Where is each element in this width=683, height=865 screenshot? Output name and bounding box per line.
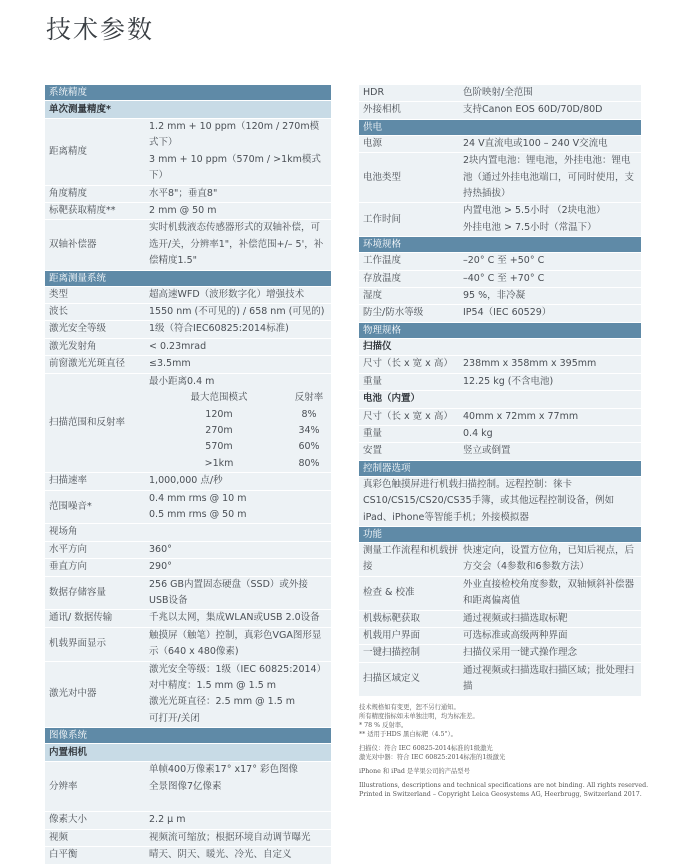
spec-row bbox=[359, 663, 641, 697]
spec-row bbox=[45, 830, 331, 847]
spec-label: 标靶获取精度** bbox=[49, 205, 116, 217]
spec-label: 扫描范围和反射率 bbox=[49, 416, 126, 428]
right-column bbox=[359, 85, 649, 804]
footnote-line: ** 适用于HDS 黑白标靶（4.5"）。 bbox=[359, 730, 457, 738]
spec-value bbox=[149, 473, 331, 489]
spec-label: 机载界面显示 bbox=[49, 637, 107, 649]
spec-value bbox=[463, 543, 641, 576]
spec-value bbox=[149, 559, 331, 575]
spec-label: 外接相机 bbox=[363, 104, 402, 116]
spec-value-line: < 0.23mrad bbox=[149, 340, 207, 352]
spec-value-line: 360° bbox=[149, 543, 172, 555]
spec-row bbox=[359, 136, 641, 153]
spec-label: 湿度 bbox=[363, 290, 383, 302]
spec-value bbox=[463, 374, 641, 390]
spec-row bbox=[45, 762, 331, 812]
spec-row bbox=[45, 524, 331, 541]
range-reflectivity: 80% bbox=[298, 457, 320, 469]
spec-value bbox=[463, 443, 641, 459]
section-header: 功能 bbox=[359, 527, 641, 543]
spec-value-line: 0.4 kg bbox=[463, 427, 493, 439]
footnote-line: 激光对中器：符合 IEC 60825:2014标准的1级激光 bbox=[359, 753, 506, 761]
spec-label: 机载标靶获取 bbox=[363, 612, 421, 624]
spec-label: 激光发射角 bbox=[49, 340, 97, 352]
spec-value-line: 触摸屏（触笔）控制，真彩色VGA图形显示（640 x 480像素) bbox=[149, 629, 322, 658]
spec-value-line: 千兆以太网，集成WLAN或USB 2.0设备 bbox=[149, 612, 320, 624]
spec-label: 像素大小 bbox=[49, 814, 88, 826]
spec-row bbox=[45, 847, 331, 864]
spec-value bbox=[463, 136, 641, 152]
footnote-group bbox=[359, 767, 649, 776]
spec-value-line: 可选标准或高级两种界面 bbox=[463, 629, 568, 641]
spec-label: 电池类型 bbox=[363, 171, 402, 183]
spec-row bbox=[359, 543, 641, 577]
spec-table-left bbox=[45, 85, 331, 865]
spec-value-line: 40mm x 72mm x 77mm bbox=[463, 410, 579, 422]
spec-row bbox=[359, 628, 641, 645]
footnote-line: 技术规格如有变更，恕不另行通知。 bbox=[359, 703, 460, 711]
spec-value-line: 全景图像7亿像素 bbox=[149, 780, 222, 792]
spec-value bbox=[463, 253, 641, 269]
spec-row bbox=[359, 577, 641, 611]
footnote-line: iPhone 和 iPad 是苹果公司的产品型号 bbox=[359, 767, 470, 775]
spec-label: 存放温度 bbox=[363, 272, 402, 284]
spec-value-line: 扫描仪采用一键式操作理念 bbox=[463, 647, 578, 659]
spec-value bbox=[463, 305, 641, 321]
spec-value-line: 通过视频或扫描选取标靶 bbox=[463, 612, 568, 624]
footnote-line: Printed in Switzerland – Copyright Leica Geosystems AG, Heerbrugg, Switzerland 2017. bbox=[359, 790, 642, 798]
spec-row bbox=[45, 542, 331, 559]
spec-value-line: 2.2 μ m bbox=[149, 814, 186, 826]
range-reflectivity: 60% bbox=[298, 441, 320, 453]
spec-row bbox=[45, 220, 331, 270]
spec-label: 水平方向 bbox=[49, 543, 88, 555]
spec-value bbox=[149, 356, 331, 372]
spec-label: HDR bbox=[363, 87, 385, 98]
spec-label: 工作温度 bbox=[363, 255, 402, 267]
spec-value bbox=[149, 491, 331, 524]
subsection-label: 电池（内置） bbox=[363, 393, 421, 405]
spec-label: 重量 bbox=[363, 375, 383, 387]
spec-label: 垂直方向 bbox=[49, 561, 88, 573]
spec-value-line: 290° bbox=[149, 561, 172, 573]
spec-value bbox=[149, 577, 331, 610]
spec-label: 视场角 bbox=[49, 526, 78, 538]
spec-value bbox=[463, 356, 641, 372]
spec-value-line: 竖立或倒置 bbox=[463, 445, 511, 457]
spec-value bbox=[463, 645, 641, 661]
spec-value-line bbox=[149, 524, 327, 540]
spec-value bbox=[149, 830, 331, 846]
spec-value bbox=[149, 542, 331, 558]
range-col-reflectivity: 反射率 bbox=[294, 392, 324, 404]
spec-value-line: 12.25 kg (不含电池) bbox=[463, 375, 554, 387]
spec-label: 激光对中器 bbox=[49, 688, 97, 700]
spec-label: 通讯/ 数据传输 bbox=[49, 612, 113, 624]
range-mode: >1km bbox=[204, 457, 234, 469]
spec-value-line: 色阶映射/全范围 bbox=[463, 87, 533, 98]
range-mode: 570m bbox=[205, 441, 233, 453]
spec-row bbox=[359, 426, 641, 443]
spec-label: 重量 bbox=[363, 427, 383, 439]
spec-label: 尺寸（长 x 宽 x 高） bbox=[363, 410, 453, 422]
spec-value-line: 激光光斑直径：2.5 mm @ 1.5 m bbox=[149, 696, 296, 708]
spec-value bbox=[149, 203, 331, 219]
spec-value-line: 24 V直流电或100 – 240 V交流电 bbox=[463, 137, 608, 149]
spec-row bbox=[45, 339, 331, 356]
spec-value bbox=[149, 762, 331, 811]
footnote-line: 所有精度指标如未单独注明，均为标准差。 bbox=[359, 712, 479, 720]
spec-value bbox=[149, 186, 331, 202]
footnote-line: 扫描仪：符合 IEC 60825-2014标准的1级激光 bbox=[359, 744, 493, 752]
spec-value-line: 外业直接检校角度参数，双轴倾斜补偿器和距离偏离值 bbox=[463, 578, 635, 607]
spec-row bbox=[45, 491, 331, 525]
spec-row-full bbox=[359, 477, 641, 527]
spec-label: 双轴补偿器 bbox=[49, 238, 97, 250]
spec-value-line: 0.4 mm rms @ 10 m bbox=[149, 492, 247, 504]
spec-row bbox=[359, 645, 641, 662]
spec-label: 防尘/防水等级 bbox=[363, 307, 424, 319]
spec-row bbox=[45, 628, 331, 662]
spec-label: 类型 bbox=[49, 288, 69, 300]
spec-row bbox=[359, 253, 641, 270]
spec-table-right bbox=[359, 85, 641, 697]
footnote-group bbox=[359, 703, 649, 739]
spec-label: 白平衡 bbox=[49, 849, 78, 861]
spec-label: 机载用户界面 bbox=[363, 629, 421, 641]
spec-row bbox=[45, 119, 331, 186]
range-table bbox=[159, 390, 339, 472]
spec-value-line: 1级（符合IEC60825:2014标准) bbox=[149, 323, 289, 335]
spec-row bbox=[45, 559, 331, 576]
spec-value-line: 视频流可缩放；根据环境自动调节曝光 bbox=[149, 831, 311, 843]
section-header: 控制器选项 bbox=[359, 461, 641, 477]
section-header: 物理规格 bbox=[359, 323, 641, 339]
footnote-line: Illustrations, descriptions and technical specifications are not binding. All rights reserved. bbox=[359, 781, 649, 789]
spec-label: 电源 bbox=[363, 137, 383, 149]
subsection-row bbox=[359, 339, 641, 356]
spec-row bbox=[45, 356, 331, 373]
spec-row bbox=[45, 186, 331, 203]
spec-value-line: 超高速WFD（波形数字化）增强技术 bbox=[149, 288, 305, 300]
spec-row bbox=[359, 356, 641, 373]
footnotes bbox=[359, 703, 649, 799]
spec-value-line: 238mm x 358mm x 395mm bbox=[463, 358, 597, 370]
spec-value-line: –20° C 至 +50° C bbox=[463, 255, 545, 267]
spec-value bbox=[463, 663, 641, 696]
spec-value bbox=[149, 321, 331, 337]
spec-label: 波长 bbox=[49, 306, 69, 318]
spec-value bbox=[149, 524, 331, 540]
spec-row bbox=[359, 288, 641, 305]
spec-label: 数据存储容量 bbox=[49, 586, 107, 598]
subsection-header: 内置相机 bbox=[45, 744, 331, 762]
subsection-header: 单次测量精度* bbox=[45, 101, 331, 119]
spec-row bbox=[359, 409, 641, 426]
subsection-row bbox=[359, 391, 641, 408]
spec-value bbox=[463, 409, 641, 425]
spec-value bbox=[463, 102, 641, 118]
spec-row bbox=[359, 611, 641, 628]
spec-value bbox=[149, 339, 331, 355]
spec-value-line: 95 %，非冷凝 bbox=[463, 290, 526, 302]
spec-value bbox=[149, 628, 331, 661]
spec-value bbox=[149, 847, 331, 863]
spec-value bbox=[463, 426, 641, 442]
spec-label: 前窗激光光斑直径 bbox=[49, 358, 126, 370]
spec-value bbox=[149, 304, 331, 320]
spec-value bbox=[463, 85, 641, 101]
spec-row bbox=[45, 374, 331, 473]
spec-label: 视频 bbox=[49, 831, 69, 843]
spec-value-line: 单帧400万像素17° x17° 彩色图像 bbox=[149, 764, 298, 776]
spec-value-line: –40° C 至 +70° C bbox=[463, 272, 545, 284]
spec-value-line: 实时机载液态传感器形式的双轴补偿，可选开/关，分辨率1"，补偿范围+/– 5'，补偿精度1.5" bbox=[149, 222, 324, 267]
spec-label: 角度精度 bbox=[49, 187, 88, 199]
spec-value-line: 水平8"；垂直8" bbox=[149, 187, 218, 199]
spec-value bbox=[149, 119, 331, 185]
spec-value bbox=[463, 288, 641, 304]
spec-label: 检查 & 校准 bbox=[363, 586, 415, 598]
spec-value-line: 256 GB内置固态硬盘（SSD）或外接USB设备 bbox=[149, 578, 308, 606]
footnote-line: * 78 % 反射率。 bbox=[359, 721, 408, 729]
spec-row bbox=[45, 304, 331, 321]
section-header: 图像系统 bbox=[45, 728, 331, 744]
spec-text: 真彩色触摸屏进行机载扫描控制。远程控制：徕卡CS10/CS15/CS20/CS35手簿，或其他远程控制设备，例如iPad、iPhone等智能手机；外接模拟器 bbox=[363, 478, 615, 523]
spec-value bbox=[463, 153, 641, 202]
min-distance: 最小距离0.4 m bbox=[149, 375, 215, 387]
range-mode: 270m bbox=[205, 424, 233, 436]
spec-label: 激光安全等级 bbox=[49, 323, 107, 335]
spec-value-line: 1,000,000 点/秒 bbox=[149, 475, 223, 487]
footnote-group bbox=[359, 781, 649, 799]
spec-value-line: 对中精度：1.5 mm @ 1.5 m bbox=[149, 680, 277, 691]
spec-label: 安置 bbox=[363, 445, 383, 457]
spec-row bbox=[359, 374, 641, 391]
range-mode: 120m bbox=[205, 408, 233, 420]
range-col-mode: 最大范围模式 bbox=[190, 392, 248, 404]
spec-value bbox=[149, 374, 343, 472]
spec-value bbox=[463, 577, 641, 610]
spec-value-line: 1550 nm (不可见的) / 658 nm (可见的) bbox=[149, 306, 325, 318]
spec-value-line: 2 mm @ 50 m bbox=[149, 205, 217, 217]
section-header: 距离测量系统 bbox=[45, 271, 331, 287]
footnote-group bbox=[359, 744, 649, 762]
spec-value-line: 内置电池 > 5.5小时 （2块电池） bbox=[463, 205, 606, 217]
spec-value bbox=[149, 287, 331, 303]
spec-value-line: 0.5 mm rms @ 50 m bbox=[149, 508, 247, 520]
spec-value-line: 通过视频或扫描选取扫描区域；批处理扫描 bbox=[463, 664, 635, 693]
spec-value-line: 晴天、阴天、暖光、冷光、自定义 bbox=[149, 849, 292, 861]
range-reflectivity: 8% bbox=[301, 408, 317, 420]
spec-value-line: 3 mm + 10 ppm（570m / >1km模式下） bbox=[149, 153, 321, 182]
spec-value-line: 激光安全等级：1级（IEC 60825:2014） bbox=[149, 663, 327, 675]
spec-value bbox=[463, 203, 641, 236]
spec-row bbox=[359, 443, 641, 460]
spec-value-line: 快速定向，设置方位角，已知后视点，后方交会（4参数和6参数方法） bbox=[463, 544, 635, 573]
spec-value bbox=[149, 610, 331, 626]
spec-row bbox=[45, 812, 331, 829]
spec-row bbox=[359, 305, 641, 322]
range-reflectivity: 34% bbox=[298, 424, 320, 436]
spec-label: 扫描速率 bbox=[49, 475, 88, 487]
spec-row bbox=[359, 203, 641, 237]
spec-value bbox=[149, 812, 331, 828]
spec-row bbox=[359, 271, 641, 288]
spec-value bbox=[463, 271, 641, 287]
spec-label: 测量工作流程和机载拼接 bbox=[363, 544, 459, 573]
spec-label: 工作时间 bbox=[363, 213, 402, 225]
subsection-label: 扫描仪 bbox=[363, 340, 392, 352]
spec-value-line: ≤3.5mm bbox=[149, 358, 191, 370]
spec-row bbox=[45, 287, 331, 304]
spec-row bbox=[45, 610, 331, 627]
spec-row bbox=[359, 85, 641, 102]
section-header: 系统精度 bbox=[45, 85, 331, 101]
spec-value bbox=[149, 662, 331, 728]
spec-value bbox=[463, 611, 641, 627]
spec-label: 范围噪音* bbox=[49, 500, 92, 512]
spec-value-line: 外挂电池 > 7.5小时（常温下） bbox=[463, 221, 597, 233]
spec-value bbox=[149, 220, 331, 269]
spec-label: 扫描区域定义 bbox=[363, 672, 421, 684]
spec-row bbox=[45, 577, 331, 611]
spec-row bbox=[359, 102, 641, 119]
section-header: 环境规格 bbox=[359, 237, 641, 253]
spec-value-line: 1.2 mm + 10 ppm（120m / 270m模式下） bbox=[149, 121, 320, 149]
spec-label: 尺寸（长 x 宽 x 高） bbox=[363, 358, 453, 370]
spec-label: 分辨率 bbox=[49, 780, 78, 792]
spec-label: 距离精度 bbox=[49, 145, 88, 157]
spec-row bbox=[45, 203, 331, 220]
spec-row bbox=[45, 473, 331, 490]
spec-value-line: 可打开/关闭 bbox=[149, 712, 200, 724]
spec-value-line: IP54（IEC 60529） bbox=[463, 307, 552, 319]
spec-label: 一键扫描控制 bbox=[363, 647, 421, 659]
spec-row bbox=[45, 321, 331, 338]
page-title: 技术参数 bbox=[46, 15, 155, 44]
spec-row bbox=[45, 662, 331, 729]
spec-row bbox=[359, 153, 641, 203]
spec-value-line: 2块内置电池：锂电池，外挂电池：锂电池（通过外挂电池端口，可同时使用，支持热插拔） bbox=[463, 155, 635, 200]
spec-value-line: 支持Canon EOS 60D/70D/80D bbox=[463, 104, 603, 116]
section-header: 供电 bbox=[359, 120, 641, 136]
spec-value-line bbox=[149, 795, 327, 811]
spec-value bbox=[463, 628, 641, 644]
